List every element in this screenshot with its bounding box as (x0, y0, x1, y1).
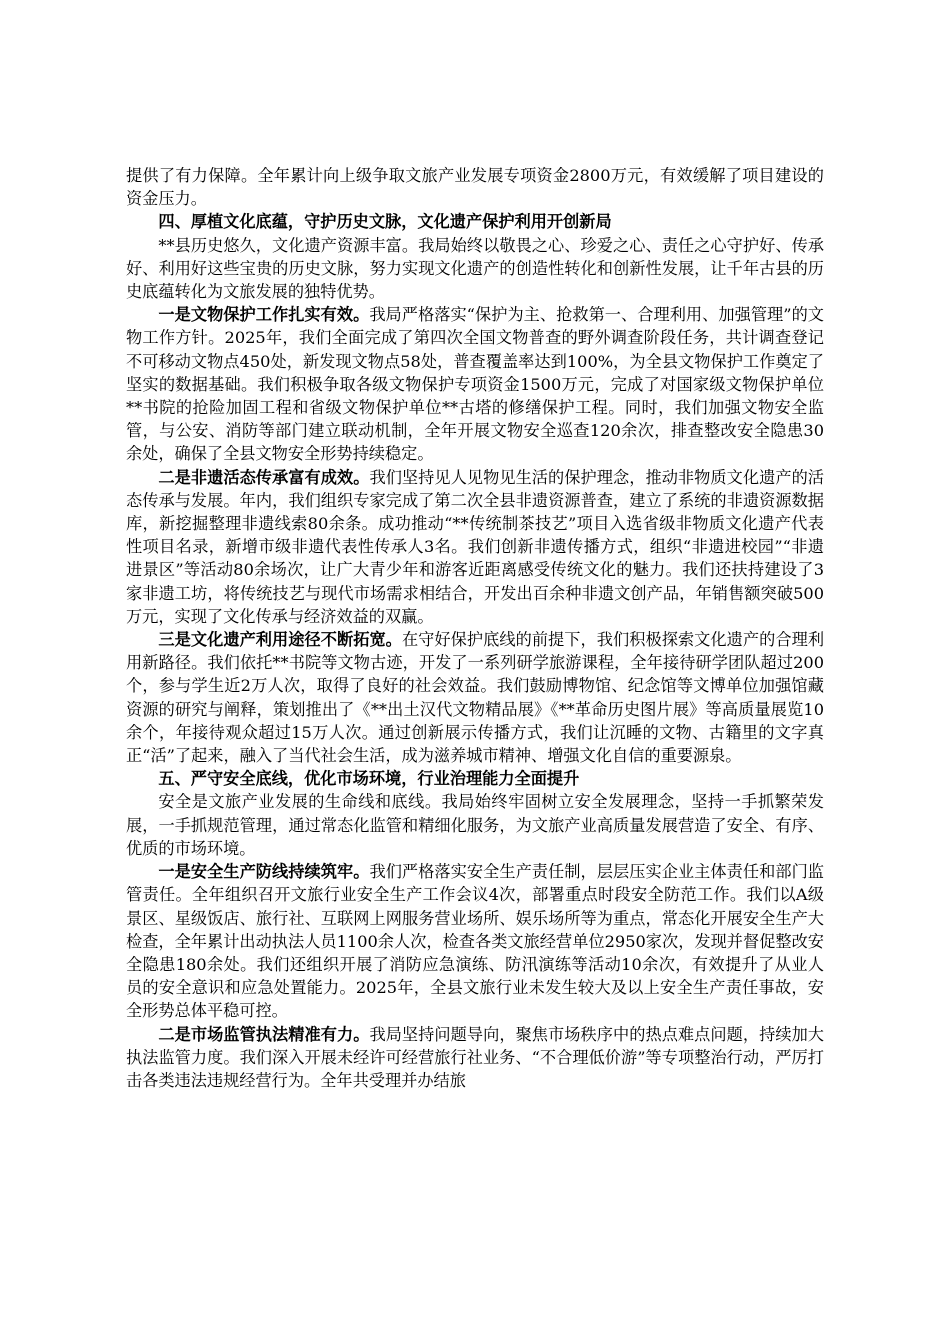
subsection-lead: 二是非遗活态传承富有成效。 (158, 467, 370, 487)
subsection-lead: 三是文化遗产利用途径不断拓宽。 (158, 630, 402, 650)
body-paragraph-continuation: 提供了有力保障。全年累计向上级争取文旅产业发展专项资金2800万元，有效缓解了项目建设的资金压力。 (126, 166, 824, 209)
subsection-paragraph (126, 628, 824, 767)
document-page (126, 164, 824, 1092)
subsection-paragraph (126, 303, 824, 465)
section-heading-5: 五、严守安全底线，优化市场环境，行业治理能力全面提升 (158, 769, 580, 789)
body-paragraph: **县历史悠久，文化遗产资源丰富。我局始终以敬畏之心、珍爱之心、责任之心守护好、传承好、利用好这些宝贵的历史文脉，努力实现文化遗产的创造性转化和创新性发展，让千年古县的历史底蕴转化为文旅发展的独特优势。 (126, 235, 824, 302)
subsection-text: 我局坚持问题导向，聚焦市场秩序中的热点难点问题，持续加大执法监管力度。我们深入开展未经许可经营旅行社业务、“不合理低价游”等专项整治行动，严厉打击各类违法违规经营行为。全年共受理并办结旅 (126, 1024, 824, 1090)
subsection-paragraph (126, 1023, 824, 1093)
section-heading-4: 四、厚植文化底蕴，守护历史文脉，文化遗产保护利用开创新局 (158, 212, 612, 232)
subsection-text: 我们坚持见人见物见生活的保护理念，推动非物质文化遗产的活态传承与发展。年内，我们组织专家完成了第二次全县非遗资源普查，建立了系统的非遗资源数据库，新挖掘整理非遗线索80余条。成功推动“**传统制茶技艺”项目入选省级非物质文化遗产代表性项目名录，新增市级非遗代表性传承人3名。我们创新非遗传播方式，组织“非遗进校园”“非遗进景区”等活动80余场次，让广大青少年和游客近距离感受传统文化的魅力。我们还扶持建设了3家非遗工坊，将传统技艺与现代市场需求相结合，开发出百余种非遗文创产品，年销售额突破500万元，实现了文化传承与经济效益的双赢。 (126, 467, 824, 626)
subsection-text: 在守好保护底线的前提下，我们积极探索文化遗产的合理利用新路径。我们依托**书院等文物古迹，开发了一系列研学旅游课程，全年接待研学团队超过200个，参与学生近2万人次，取得了良好的社会效益。我们鼓励博物馆、纪念馆等文博单位加强馆藏资源的研究与阐释，策划推出了《**出土汉代文物精品展》《**革命历史图片展》等高质量展览10余个，年接待观众超过15万人次。通过创新展示传播方式，我们让沉睡的文物、古籍里的文字真正“活”了起来，融入了当代社会生活，成为滋养城市精神、增强文化自信的重要源泉。 (126, 630, 825, 766)
subsection-lead: 一是文物保护工作扎实有效。 (158, 305, 370, 325)
subsection-lead: 二是市场监管执法精准有力。 (158, 1024, 370, 1044)
subsection-text: 我局严格落实“保护为主、抢救第一、合理利用、加强管理”的文物工作方针。2025年，我们全面完成了第四次全国文物普查的野外调查阶段任务，共计调查登记不可移动文物点450处，新发现文物点58处，普查覆盖率达到100%，为全县文物保护工作奠定了坚实的数据基础。我们积极争取各级文物保护专项资金1500万元，完成了对国家级文物保护单位**书院的抢险加固工程和省级文物保护单位**古塔的修缮保护工程。同时，我们加强文物安全监管，与公安、消防等部门建立联动机制，全年开展文物安全巡查120余次，排查整改安全隐患30余处，确保了全县文物安全形势持续稳定。 (126, 305, 824, 464)
subsection-text: 我们严格落实安全生产责任制，层层压实企业主体责任和部门监管责任。全年组织召开文旅行业安全生产工作会议4次，部署重点时段安全防范工作。我们以A级景区、星级饭店、旅行社、互联网上网服务营业场所、娱乐场所等为重点，常态化开展安全生产大检查，全年累计出动执法人员1100余人次，检查各类文旅经营单位2950家次，发现并督促整改安全隐患180余处。我们还组织开展了消防应急演练、防汛演练等活动10余次，有效提升了从业人员的安全意识和应急处置能力。2025年，全县文旅行业未发生较大及以上安全生产责任事故，安全形势总体平稳可控。 (126, 862, 824, 1021)
body-paragraph: 安全是文旅产业发展的生命线和底线。我局始终牢固树立安全发展理念，坚持一手抓繁荣发展，一手抓规范管理，通过常态化监管和精细化服务，为文旅产业高质量发展营造了安全、有序、优质的市场环境。 (126, 792, 824, 858)
subsection-paragraph (126, 860, 824, 1022)
subsection-lead: 一是安全生产防线持续筑牢。 (158, 862, 370, 882)
subsection-paragraph (126, 466, 824, 628)
